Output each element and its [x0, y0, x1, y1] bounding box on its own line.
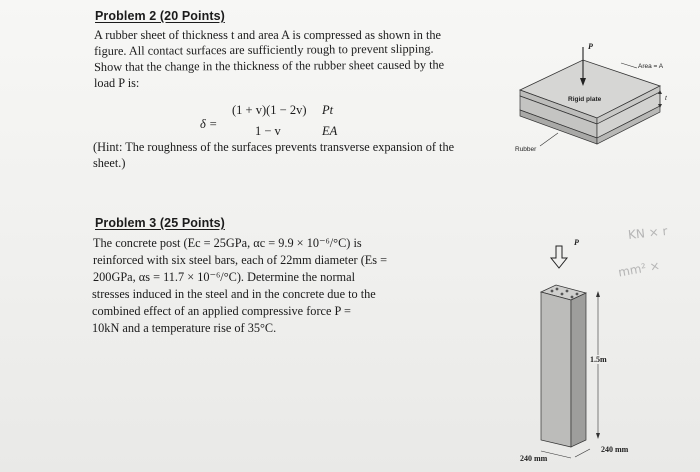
- handwriting-line-1: KN × r: [627, 223, 669, 243]
- problem-3-line-3: 200GPa, αs = 11.7 × 10⁻⁶/°C). Determine the normal: [93, 270, 355, 284]
- problem-2-line-4: load P is:: [94, 76, 140, 90]
- post-height-label: 1.5m: [590, 355, 607, 364]
- problem-3-line-6: 10kN and a temperature rise of 35°C.: [92, 321, 277, 335]
- formula-denominator-2: EA: [322, 124, 338, 138]
- problem-3-line-4: stresses induced in the steel and in the concrete due to the: [92, 287, 376, 301]
- problem-2-title: Problem 2 (20 Points): [95, 9, 225, 23]
- formula-numerator-1: (1 + v)(1 − 2v): [232, 103, 307, 117]
- problem-3-line-1: The concrete post (Ec = 25GPa, αc = 9.9 × 10⁻⁶/°C) is: [93, 236, 362, 250]
- figure-area-label: Area = A: [638, 63, 664, 70]
- problem-3-line-2: reinforced with six steel bars, each of 22mm diameter (Es =: [93, 253, 388, 267]
- figure-rubber-label: Rubber: [515, 146, 537, 153]
- formula-denominator-1: 1 − v: [255, 124, 281, 138]
- formula-lhs: δ =: [200, 117, 218, 131]
- hint-line-1: (Hint: The roughness of the surfaces prevents transverse expansion of the: [93, 140, 455, 154]
- compressive-load-arrow-icon: [551, 246, 567, 268]
- hint-line-2: sheet.): [93, 156, 126, 170]
- problem-2-line-2: figure. All contact surfaces are sufficiently rough to prevent slipping.: [94, 41, 434, 58]
- problem-3-title: Problem 3 (25 Points): [95, 216, 225, 230]
- post-load-label: P: [574, 238, 579, 247]
- post-width-right-label: 240 mm: [601, 445, 629, 454]
- figure-thickness-label: t: [665, 95, 667, 102]
- formula-numerator-2: Pt: [322, 103, 334, 117]
- problem-2-line-1: A rubber sheet of thickness t and area A is compressed as shown in the: [94, 28, 441, 42]
- problem-3-line-5: combined effect of an applied compressive force P =: [92, 304, 351, 318]
- figure-rigid-plate-label: Rigid plate: [568, 96, 602, 103]
- handwriting-line-2: mm² ×: [617, 258, 661, 280]
- figure-load-label: P: [588, 42, 593, 51]
- problem-2-line-3: Show that the change in the thickness of the rubber sheet caused by the: [94, 57, 445, 74]
- post-width-left-label: 240 mm: [520, 454, 548, 463]
